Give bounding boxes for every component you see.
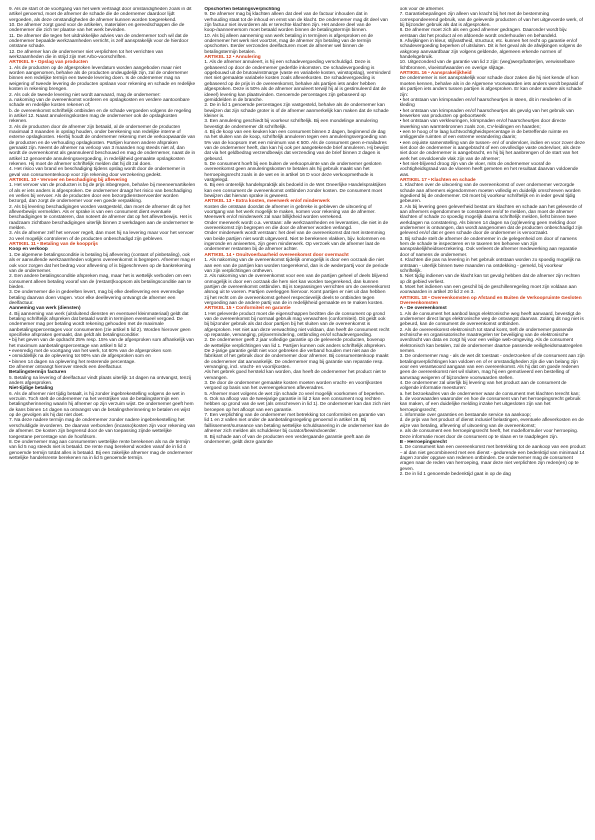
paragraph: 1. Het vervoer van de producten is bij de prijs inbegrepen, behalve bij meeneemartikelen of als er iets anders is afgesproken. De ondernemer draagt het risico van beschadiging en verlies bij vervoer. Als de producten door een bezorgdienstvervoerder worden bezorgd, dan zorgt de ondernemer voor een goede verpakking. — [9, 183, 196, 205]
paragraph: 11. De afnemer die tegen het uitdrukkelijke advies van de ondernemer toch wil dat de ondernemer bepaalde werkzaamheden verricht, is zelf aansprakelijk voor de hierdoor ontstane schade. — [9, 33, 189, 50]
paragraph: b. de overeenkomst schriftelijk ontbinden en de schade vergoeden volgens de regeling in artikel 12. Naast annuleringskosten mag de ondernemer ook de opslagkosten rekenen. — [9, 108, 192, 125]
paragraph: 6. Moet het indienen van een geschil bij de geschillenregeling moet zijn voldaan aan voorwaarden in artikel 20 lid 2 en 3. — [399, 284, 577, 296]
paragraph: Onder minderwerk wordt verstaan: het deel van de overeenkomst dat met instemming van beide partijen niet wordt uitgevoerd. Niet te berekenen vlakken, bijv. kolommen en ingeronde en aniveertes, zijn geen minderwerk. Op verzoek van de afnemer laat de ondernemer restanten bij de afnemer achter. — [204, 231, 386, 253]
paragraph: 1. Als de producten op de afgesproken leverdatum worden aangeboden maar niet worden aangenomen, behalve als de producten ondeugdelijk zijn, zal de ondernemer binnen een redelijke termijn een tweede levering doen. Is de ondernemer mag na weigering of tweede levering de producten opslaan voor rekening en schade en redelijke kosten in rekening brengen. — [9, 65, 196, 93]
paragraph: 4. Bij aanneming van werk (uitsluitend diensten en eventueel kleinmateriaal) geldt dat betaling schriftelijk afspreken dat betaald wordt in termijnen eventueel vergoed. De ondernemer mag per betaling wordt rekening gehouden met de maximale aanbetalingspercentages voor consumenten (zie artikel 5 lid 2). Worden hierover geen specifieke afspraken gemaakt, dan geldt als betalingsconditie: — [9, 311, 191, 338]
paragraph: 6. Ook na afloop van de tweejarige garantie in lid 2 kan een consument nog rechten hebben op grond van de wet (als omschreven in lid 1). De ondernemer kan dan zich niet beroepen op het afloopt van een garantie. — [204, 397, 390, 413]
paragraph: 10. Uitgezonderd van de garantie van lid 2 zijn: (weg)werp/batterijen, verwisselbare lichtbronnen, vloeistofwaarden en overige slijtage. — [399, 60, 575, 71]
paragraph: • het ontstaan van verkleuringen, krimpnaden en/of haarscheurtjes door directe inwerking van warmtebronnen zoals zon, CV-leidingen en haarden; — [399, 119, 566, 130]
paragraph: 2. Als nakoming van de overeenkomst voor een van de partijen geheel of deels blijvend onmogelijk is door een oorzaak die hem niet kan worden toegerekend, dan kunnen partijen de overeenkomst ontbinden. Bij is toepassingen verrichten om de overeenkomst alsnog uit te voeren. Partijen overleggen hiervoor. Komt partijen er niet uit dan hebben zij het recht om de overeenkomst geheel respectievelijk deels te ontbinden tegen vergoeding aan de andere partij van de in redelijkheid gemaakte en te maken kosten. — [204, 274, 390, 306]
paragraph: Kosten die ontstaan doordat de afnemer in gebreke is gebleven de uitvoering of voortgang van het werk mogelijk te maken, komen voor rekening van de afnemer. — [204, 204, 376, 216]
section-subheading: Aanneming van werk (diensten) — [9, 306, 81, 312]
article-heading: ARTIKEL 14 • Onuitvoerbaarheid overeenkomst door overmacht — [204, 252, 349, 258]
paragraph: 6. Als de afnemer niet tijdig betaalt, is hij zonder ingebrekestelling volgens de wet in verzuim. Toch stelt de ondernemer na het verstrijken van de betalingstermijn een betalingsherinnering waarin hij afnemer op zijn verzuim wijst. De ondernemer geeft hem de kans binnen 14 dagen na ontvangst van de betalingsherinnering te betalen en wijst op de gevolgen als hij dat niet doet. — [9, 391, 194, 419]
paragraph: 2. Als de overeenkomst elektronisch tot stand komt, treft de ondernemer passende technische en organisatorische maatregelen ter beveiliging van de elektronische overdracht van data en zorgt hij voor een veilige web-omgeving. Als de consument elektronisch kan betalen, zal de ondernemer daartoe passende veiligheidsmaatregelen nemen. — [399, 327, 583, 354]
paragraph: Onder meerwerk wordt o.a. verstaan: alle werkzaamheden en leveranties, die niet in de overeenkomst zijn begrepen en die door de afnemer worden verlangd. — [204, 220, 389, 232]
paragraph: a. nakoming van de overeenkomst vorderen en opslagkosten en verdere aantoonbare schade en redelijke kosten rekenen of; — [9, 97, 190, 109]
section-subheading: B - Herroepingsrecht — [399, 439, 447, 445]
paragraph: • binnen 14 dagen na oplevering het resterende percentage. — [9, 359, 136, 365]
paragraph: 5. De consument hoeft bij een buiten de verkoopruimte van de ondernemer gesloten overeenkomst geen annuleringskosten te betalen als hij gebruik maakt van het herroepingsrecht zoals in de wet en in artikel 16 D voor deze verkoopmethode is vastgelegd. — [204, 161, 382, 183]
paragraph: 1. Als nakoming van de overeenkomst tijdelijk onmogelijk is door een oorzaak die niet aan een van de partijen kan worden toegerekend, dan is de wederpartij voor de periode van zijn verplichtingen ontheven. — [204, 258, 389, 274]
paragraph: 2. Als bij levering beschadigingen worden vastgesteld, dan moet de afnemer dit op het afleverbewijs vermelden. Als er sprake is van een consument dient eventuele beschadigingen te constateren, dan noteert de afnemer dat op het afleverbewijs. Het is raadzaam zichtbare beschadigingen uiterlijk binnen 2 werkdagen aan de ondernemer te melden. — [9, 204, 194, 232]
paragraph: Als het gebrek goed hersteld kan worden, dan heeft de ondernemer het product niet te vervangen. — [204, 370, 387, 381]
paragraph: 12. De afnemer kan de ondernemer niet verplichten tot het verrichten van werkzaamheden die in strijd zijn met Arbo-voorschriften. — [9, 49, 164, 61]
section-subheading: Betalingstermijn facturen — [9, 370, 67, 376]
paragraph: c. informatie over garanties en bestaande service na aankoop; — [399, 413, 531, 419]
paragraph: 7. Een verplichting van de ondernemer met betrekking tot conformiteit en garantie van lid 1 en 2 vallen niet onder de aanbetalingsregeling genoemd in artikel 19. Bij faillissement/surseance van betaling wettelijke schuldsanering in de ondernemer kan de afnemer zich melden als schuldeiser bij curator/bewindvoerder. — [204, 413, 389, 435]
paragraph: d. de prijs van het product of dienst inclusief belastingen, eventuele afleverkosten en de wijze van betaling, aflevering of uitvoering van de overeenkomst; — [399, 418, 584, 429]
paragraph: 2. De in lid 1 genoemde percentages zijn vastgesteld, behalve als de ondernemer kan bewijzen dat zijn schade groter is of de afnemer aanmerkelijk kan maken dat de schade kleiner is. — [204, 103, 389, 119]
paragraph: • het niet-blijvend droog zijn van de vloer, mits de ondernemer vooraf de vochtigheidsgraad van de vloeren heeft gemeten en het resultaat daarvan voldoende was. — [399, 161, 579, 178]
paragraph: 6. Bij een onterelijk handelspraktijk als bedoeld in de Wet Oneerlijke Handelspraktijken kan een consument de overeenkomst ontbinden zonder kosten. De consument moet bewijzen dat hiervan sprake is geweest. — [204, 183, 387, 200]
paragraph: 1. Klachten over de uitvoering van de overeenkomst of over ondernemer verzorgde schade aan afnemers eigendommen moeten volledig en duidelijk omschreven worden ingediend bij de ondernemer. Dit moet bij voorkeur schriftelijk en in ieder geval tijdig gebeuren. — [399, 183, 581, 205]
paragraph: 5. Niet tijdig indienen van de klacht kan tot gevolg hebben dat de afnemer zijn rechten op dit gebied verliest. — [399, 274, 581, 285]
paragraph: a. het bezoekadres van de ondernemer waar de consument met klachten terecht kan; — [399, 391, 580, 397]
column-middle — [204, 7, 390, 839]
paragraph: • het ontstaan van krimpnaden en/of haarscheurtjes in steen, dit in meubelen of in kleding — [399, 97, 572, 109]
paragraph: 1. De algemene betalingsconditie is betaling bij aflevering (contant of pinbetaling), ook als er aanvullende werkzaamheden volgens overeenkomst is begrepen. Afnemer mag er ook voor zorgen dat het bedrag voor aflevering of is bijgeschreven op de bankrekening van de ondernemer. — [9, 252, 196, 274]
paragraph: 3. Als de producten door de afnemer zijn betaald, al de ondernemer de producten maximaal 3 maanden in opslag houden, onder berekening van redelijke interne of externe opslagkosten. Hierbij houdt de ondernemer rekening met de verkoopwaarde van de producten en de verhouding opslagkosten. Partijen kunnen andere afspraken gemaakt zijn. Neemt de afnemer na verloop van 3 maanden nog steeds niet af, dan wordt de overeenkomst als geannuleerd beschouwd en mag de ondernemer, naast de in artikel 12 genoemde annuleringsvergoeding, in redelijkheid gemaakte opslagkosten rekenen. Hij moet de afnemer schriftelijk melden dat hij dit zal doen. — [9, 124, 196, 167]
paragraph: 10. De afnemer zorgt goed voor de artikelen, materialen en gereedschappen die de ondernemer die zich ter plaatse van het werk bevinden. — [9, 23, 185, 34]
paragraph: 5. Afnemer moet volgens de wet zijn schade zo veel mogelijk voorkomen of beperken. — [204, 391, 385, 397]
paragraph: 3. Een annulering geschiedt bij voorkeur schriftelijk. Bij een mondelinge annulering bevestigt de ondernemer dit schriftelijk. — [204, 119, 378, 130]
paragraph: 3. De door de ondernemer gemaakte kosten moeten worden vracht- en voorrijkosten vergoed op basis van het overeengekomen afleveradres. — [204, 381, 383, 392]
paragraph: 10. Als bij alleen aanneming van werk betaling in termijnen is afgesproken en de ondernemer het werk niet voortzet, mag de afnemer zijn betaling van de termijn opschorten. Eerder verzonden deelfacturen moet de afnemer wel binnen de betalingstermijn betalen. — [204, 33, 374, 55]
paragraph: 4. De ondernemer zal uiterlijk bij levering van het product aan de consument de volgende informatie meesturen: — [399, 381, 567, 392]
paragraph: 3. Als de afnemer zelf het vervoer regelt, dan moet hij na levering maar voor het vervoer zo veel mogelijk controleren of de producten onbeschadigd zijn gebleven. — [9, 231, 194, 242]
article-heading: ARTIKEL 16 • Aansprakelijkheid — [399, 71, 472, 77]
paragraph: • onmiddellijk na de oplevering tot 90% van de afgesproken som en — [9, 354, 151, 360]
section-subheading: Koop en verkoop — [9, 247, 48, 253]
paragraph: 3. De ondernemer die in gedeelten levert, mag bij elke deellevering een evenredige betaling daarvan doen vragen. Voor elke deellevering ontvangt de afnemer een deelfactuur. — [9, 290, 185, 306]
paragraph: 2. De ondernemer geeft 2 jaar volledige garantie op de geleverde producten, bovenop de wettelijke verplichtingen van lid 1. Partijen kunnen ook anders schriftelijk afspreken. De 2-jarige garantie geldt niet voor gebreken die verband houden met niet aan de fabrikant of het gebruik door de ondernemer door afnemer. Bij consumentenkoop maakt de ondernemer dat aanvankelijk. De ondernemer mag bij garantie van reparatie resp. vervanging, incl. vracht- en voorrijkosten. — [204, 338, 389, 371]
paragraph: • het ontstaan van krimpnaden en/of haarscheurtjes als gevolg van het gebruik van bewerken van producten op geboortwerk — [399, 108, 574, 119]
article-heading: ARTIKEL 10 • Vervoer en beschadiging bij aflevering — [9, 178, 128, 183]
paragraph: ook voor de afnemer. — [399, 7, 445, 12]
article-heading: ARTIKEL 9 • Opslag van producten — [9, 60, 88, 66]
paragraph: 9. De afnemer mag bij klachten alleen dat deel van de factuur inhouden dat in verhouding staat tot de inhoud en ernst van de klacht. De ondernemer mag dit deel van zijn factuur niet invorderen als er terechte klachten zijn. Het andere deel van de koop-/aannemersom moet betaald worden binnen de betalingstermijn binnen. — [204, 12, 388, 34]
paragraph: 1. De consument kan een overeenkomst met betrekking tot de aankoop van een product – al dan niet gecombineerd met een dienst - gedurende een bedenktijd van minimaal 14 dagen zonder opgave van redenen ontbinden. De ondernemer mag de consument vragen naar de reden van herroeping, maar deze niet verplichten zijn reden(en) op te geven. — [399, 445, 586, 472]
section-subheading: Opschorten betalingsverplichting — [204, 7, 281, 12]
paragraph: 9. Als de start of de voortgang van het werk vertraagt door omstandigheden zoals in dit artikel genoemd, moet de afnemer de schade die de ondernemer daardoor lijdt vergoeden, als deze omstandigheden de afnemer kunnen worden toegerekend. — [9, 7, 192, 23]
section-subheading: A - De overeenkomst — [399, 306, 447, 312]
paragraph: 4. Het risico van brand en beschadiging tijdens opslag wordt door de ondernemer in geval van consumentenkoop voor zijn rekening door verzekering gedekt. — [9, 167, 186, 178]
paragraph: 8. De afnemer moet zich als een goed afnemer gedragen. Daaronder wordt bijv. verstaan dat het product al en afdoende wordt onderhouden en behandeld. — [399, 28, 568, 39]
paragraph: De afnemer ontvangt hierover steeds een deelfactuur. — [9, 365, 123, 371]
article-heading: ARTIKEL 12 • Annulering — [204, 55, 261, 61]
paragraph: 2. Een andere betalingsconditie afspreken mag, maar het is wettelijk verboden om een consument alleen betaling vooraf van de (restant)koopsom als betalingsconditie aan te bieden. — [9, 274, 192, 290]
paragraph: 8. De ondernemer mag aan consumenten wettelijke rente berekenen als na de termijn van lid 5 nog steeds niet is betaald. De rente mag berekend worden vanaf de in lid 4 genoemde termijn totdat alles is betaald. Bij een zakelijke afnemer mag de ondernemer wettelijke handelsrente berekenen na in lid 5 genoemde termijn. — [9, 439, 193, 461]
paragraph: • bij het geven van de opdracht 25% resp. 15% van de afgesproken som afhankelijk van het maximum aanbetalingspercentage van artikel 5 lid 2 — [9, 338, 194, 349]
paragraph: 7. Na deze nadere termijn mag de ondernemer zonder nadere ingebrekestelling het verschuldigde invorderen. De daarvan verbonden (incasso)kosten zijn voor rekening van de afnemer. De kosten zijn begrensd door de van toepassing zijnde wettelijke toegestane percentage van de hoofdsom. — [9, 418, 196, 440]
paragraph: 2. De in lid 1 genoemde bedenktijd gaat in op de dag — [399, 471, 511, 477]
paragraph: 1. Als de afnemer annuleert, is hij een schadevergoeding verschuldigd. Deze is gebaseerd op door de ondernemer gederfde inkomsten. De schadevergoeding is opgebouwd uit de brutowinstmarge (vaste en variabele kosten, winstopslag), verminderd met niet gemaakte variabele kosten zoals afleverkosten. De schadevergoeding is gebaseerd op de prijs in de overeenkomst, behalve als partijen iets ander hebben afgesproken. Deze is 50% als de afnemer annuleert terwijl hij al is gestimuleerd dat de ideeel) levering kan plaatsvinden. Genoemde percentages zijn gebaseerd op gemiddelden in de branche. — [204, 60, 391, 103]
article-heading: ARTIKEL 18 • Overeenkomsten op Afstand en Buiten de Verkoopruimte Gesloten Overeenkomsten — [399, 295, 582, 306]
article-heading: ARTIKEL 11 • Betaling van de koopprijs — [9, 242, 98, 248]
paragraph: 1. Als de consument het aanbod langs elektronische weg heeft aanvaard, bevestigt de ondernemer direct langs elektronische weg de ontvangst daarvan. Zolang dit nog niet is gebeurd, kan de consument de overeenkomst ontbinden. — [399, 311, 584, 328]
paragraph: 4. Bij de koop van een keuken kan een consument binnen 2 dagen, beginnend de dag na het sluiten van de koop, schriftelijk annuleren tegen een annuleringsvergoeding van 5% van de koopsom met een minimum van € 500. Als de consument geen e-mailadres van de ondernemer heeft, dan kan hij ook per aangetekende brief annuleren. Hij bewijst dat via het geldbedrag verzendbewijs dat verzending van de brief binnen 2 dagen is gebeurd. — [204, 129, 389, 162]
article-heading: ARTIKEL 17 • Klachten en schade — [399, 178, 476, 183]
text-columns — [9, 7, 586, 839]
section-subheading: Niet-tijdige betaling — [9, 386, 54, 392]
paragraph: • evenredig met de voortgang van het werk, tot 60% van de afgesproken som — [9, 349, 172, 354]
paragraph: Deze informatie moet door de consument op te slaan en te raadplegen zijn. — [399, 434, 559, 440]
article-heading: ARTIKEL 15 • Conformiteit en garantie — [204, 306, 291, 312]
paragraph: 5. Betaling na levering of deelfactuur vindt plaats uiterlijk 14 dagen na ontvangst, tenzij anders afgesproken. — [9, 375, 191, 387]
paragraph: 2. Als bij levering geen geleverheid bestat om klachten en schade aan het geleverde of aan afnemers eigendommen te constateren en/of te melden, dan moet de afnemer klachten of schade zo spoedig mogelijk daarna schriftelijk melden, liefst binnen twee werkdagen na constatering. Als binnen 14 dagen na (op)levering geen melding door ondernemer is ontvangen, dan wordt aangenomen dat de producten onbeschadigd zijn geleverd en/of dat er geen schade door de ondernemer is veroorzaakt. — [399, 204, 583, 237]
paragraph: 8. Bij schade aan of van de producten een verdergaande garantie geeft aan de ondernemer, geldt deze garantie — [204, 434, 371, 445]
paragraph: 9. Afwijkingen in kleur, stijlvastheid, structuur, etc. kunnen het recht op garantie en/of schadevergoeding beperken of uitsluiten. Dit is het geval als de afwijkingen volgens de vakgroep aanvaardbaar zijn volgens geldende, algemeen erkende normen of handelsgebruik. — [399, 39, 582, 61]
paragraph: 3. De ondernemer mag - als de wet dit toestaat - onderzoeken of de consument aan zijn betalingsverplichtingen kan voldoen en of er omstandigheden zijn die van belang zijn voor een verantwoord aangaan van een overeenkomst. Als hij dat om goede redenen geen de overeenkomst niet wil sluiten, mag hij een gemotiveerd een bestelling of aanvraag weigeren of bijzondere voorwaarden stellen. — [399, 354, 585, 381]
paragraph: 3. Bij schade stelt de afnemer de ondernemer in de gelegenheid om door of namens hem de schade te inspecteren en te taxeren ten behoeve van zijn aansprakelijkheidsverzekering. Ook verleent de afnemer medewerking aan reparatie door of namens de ondernemer. — [399, 236, 578, 258]
column-left — [9, 7, 195, 839]
paragraph: Meerwerk en/of minderwerk zal naar billijkheid worden verrekend. — [204, 215, 343, 221]
paragraph: 2. Als ook de tweede levering niet wordt aanvaard, mag de ondernemer: — [9, 92, 161, 98]
paragraph: 1 Het geleverde product moet die eigenschappen bezitten die de consument op grond van de overeenkomst bij normaal gebruik mag verwachten (conformiteit). Dit geldt ook bij bijzonder gebruik als dat door partijen bij het sluiten van de overeenkomst is afgesproken. Het niet aan deze verwachting niet voldaan, dan heeft de consument recht op reparatie, vervanging, prijsvermindering, ontbinding en/of schadevergoeding. — [204, 311, 390, 338]
column-right — [400, 7, 586, 839]
paragraph: De ondernemer is niet aansprakelijk voor schade door zaken die hij niet kende of kon moeten kennen, behalve als in de Algemene Voorwaarden iets anders wordt bepaald of als partijen iets anders tussen partijen is afgesproken. Er kan onder andere als schade zijn: — [399, 76, 584, 98]
paragraph: 4. Klachten die pas na levering in het gebruik ontstaan worden zo spoedig mogelijk na ontstaan - uiterlijk binnen twee maanden na ontdekking - gemeld, bij voorkeur schriftelijk. — [399, 258, 581, 274]
paragraph: e. als de consument een herroepingsrecht heeft, het modelformulier voor herroeping. — [399, 429, 579, 435]
article-heading: ARTIKEL 13 • Extra kosten, meerwerk en/of minderwerk — [204, 199, 330, 205]
paragraph: • een te hoog of te laag luchtvochtigheidspercentage in de betreffende ruimte en omliggende ruimten of een extreme verandering daarin; — [399, 129, 569, 141]
paragraph: 7. Garantiebepalingen zijn alleen van kracht bij het met de bestemming correspondeerend gebruik, van de geleverde producten of van het uitgevoerde werk, of bij bijzonder gebruik als dat is afgesproken. — [399, 12, 583, 29]
paragraph: b. de voorwaarden waaronder en hoe de consument van het herroepingsrecht gebruik kan maken, of een duidelijke melding inzake het uitgesloten zijn van het herroepingsrecht; — [399, 397, 581, 413]
paragraph: • een onjuiste samenstelling van de tussen- en/ of ondervloer, indien en voor zover deze niet door de ondernemer is aangebracht of een onvolledige vaste ondervloer, als deze niet door de ondernemer is aangebracht, en hij bij het aanbrengen of de start van het werk het onvoldoende vlak zijn van de afnemer; — [399, 140, 585, 162]
